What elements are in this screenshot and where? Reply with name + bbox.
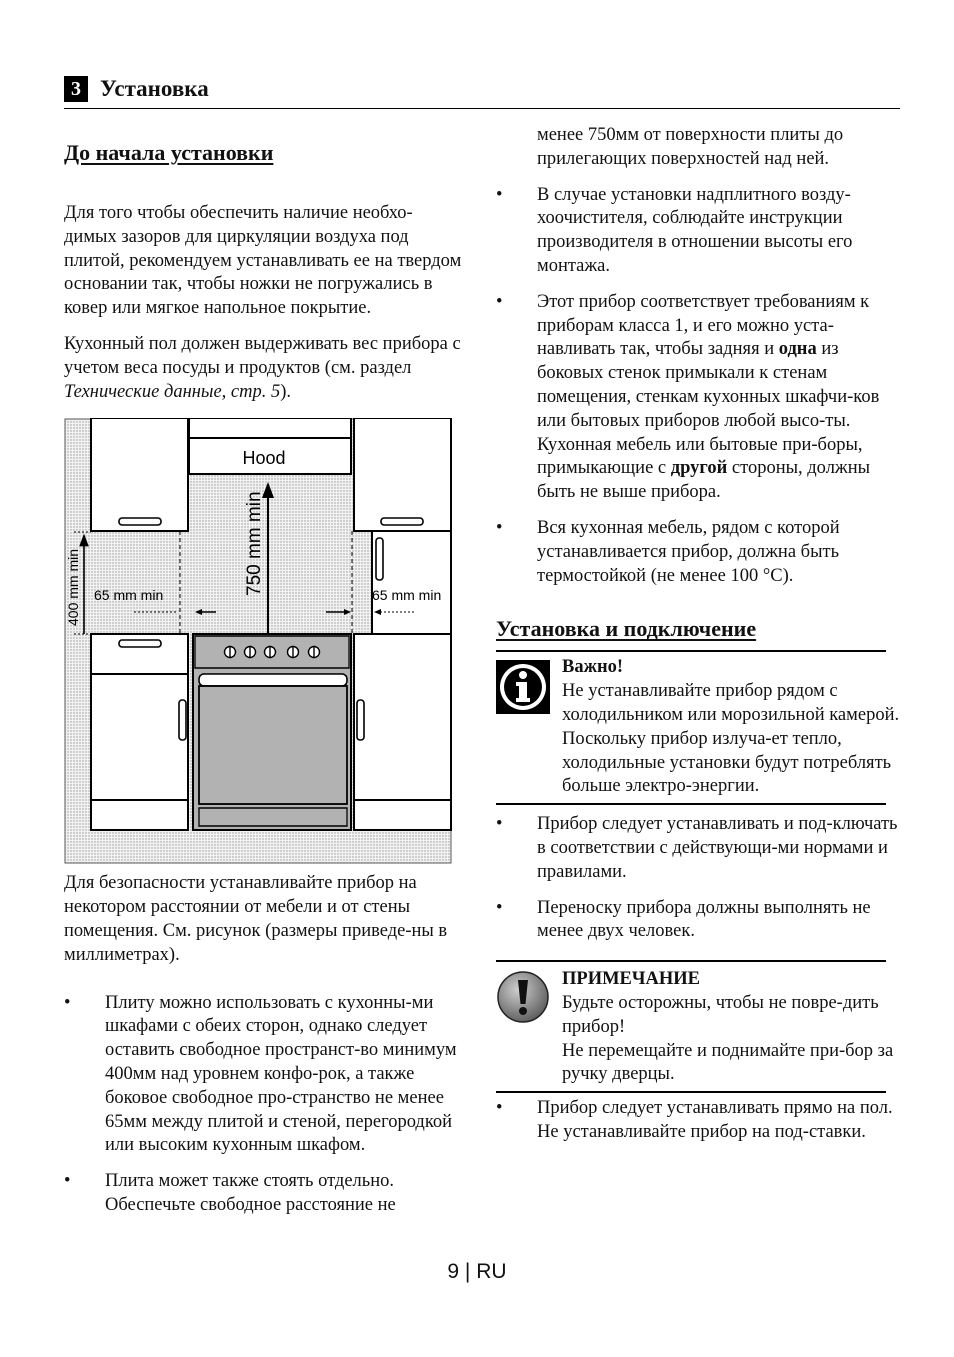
note-title: ПРИМЕЧАНИЕ — [562, 969, 700, 990]
continuation-text: менее 750мм от поверхности плиты до прилегающих поверхностей над ней. — [537, 125, 844, 169]
dim-400-label: 400 mm min — [65, 549, 81, 627]
list-item: • В случае установки надплитного возду-хоочистителя, соблюдайте инструкции производителя в отношении высоты его монтажа. — [496, 184, 853, 276]
note-text-2: Не перемещайте и поднимайте при-бор за ручку дверцы. — [562, 1040, 894, 1085]
section-title-before-install: До начала установки — [64, 140, 274, 165]
info-icon — [496, 660, 550, 714]
note-text-1: Будьте осторожны, чтобы не повре-дить прибор! — [562, 992, 879, 1037]
left-column — [64, 138, 464, 1218]
important-title: Важно! — [562, 657, 624, 678]
note-notice — [496, 962, 900, 1087]
important-text: Не устанавливайте прибор рядом с холодильником или морозильной камерой. Поскольку прибор излуча-ет тепло, холодильные установки будут потреблять больше электро-энергии. — [562, 681, 900, 797]
dim-65-left-label: 65 mm min — [94, 587, 164, 604]
hood-label: Hood — [242, 448, 286, 469]
list-item: • Переноску прибора должны выполнять не менее двух человек. — [496, 897, 871, 942]
floor-paragraph: Кухонный пол должен выдерживать вес прибора с учетом веса посуды и продуктов (см. раздел Технические данные, стр. 5). — [64, 333, 461, 402]
dim-750-label: 750 mm min — [244, 491, 265, 597]
technical-data-reference: Технические данные, стр. 5 — [64, 381, 281, 402]
dim-65-right-label: 65 mm min — [372, 587, 442, 604]
tall-right-cabinet — [372, 531, 451, 634]
intro-paragraph: Для того чтобы обеспечить наличие необхо-димых зазоров для циркуляции воздуха под плитой, рекомендуем устанавливать ее на твердом основании так, чтобы ножки не погружались в ковер или мягкое напольное покрытие. — [64, 203, 462, 319]
chapter-number-badge: 3 — [64, 76, 88, 102]
header-rule — [64, 108, 900, 109]
list-item: • Плиту можно использовать с кухонны-ми шкафами с обеих сторон, однако следует оставить свободное пространст-во минимум 400мм над уровнем конфо-рок, а также боковое свободное про-странство не менее 65мм между плитой и стеной, перегородкой или высоким кухонным шкафом. — [64, 992, 457, 1156]
section-title-install-connect: Установка и подключение — [496, 616, 757, 642]
list-item: • Плита может также стоять отдельно. Обеспечьте свободное расстояние не — [64, 1171, 396, 1215]
upper-left-cabinet — [91, 418, 188, 531]
safety-distance-paragraph: Для безопасности устанавливайте прибор на некотором расстоянии от мебели и от стены помещения. См. рисунок (размеры приведе-ны в миллиметрах). — [64, 873, 448, 965]
list-item: • Прибор следует устанавливать прямо на пол. Не устанавливайте прибор на под-ставки. — [496, 1098, 893, 1142]
list-item: • Вся кухонная мебель, рядом с которой устанавливается прибор, должна быть термостойкой (не менее 100 °С). — [496, 517, 840, 586]
exclamation-icon — [496, 970, 550, 1024]
kitchen-diagram — [64, 418, 452, 864]
right-column — [496, 124, 900, 1145]
list-item: • Этот прибор соответствует требованиям к приборам класса 1, и его можно уста-навливать так, чтобы задняя и одна из боковых стенок примыкали к стенам помещения, стенкам кухонных шкафчи-ков или бытовых приборов любой высо-ты. Кухонная мебель или бытовые при-боры, примыкающие с другой стороны, должны быть не выше прибора. — [496, 291, 880, 503]
chapter-title: Установка — [100, 76, 209, 101]
chapter-header — [64, 74, 900, 108]
installation-clearance-figure — [64, 418, 452, 864]
important-notice — [496, 652, 900, 799]
page-number: 9 | RU — [447, 1260, 507, 1283]
list-item: • Прибор следует устанавливать и под-ключать в соответствии с действующи-ми нормами и правилами. — [496, 814, 898, 882]
upper-right-cabinet — [354, 418, 451, 531]
